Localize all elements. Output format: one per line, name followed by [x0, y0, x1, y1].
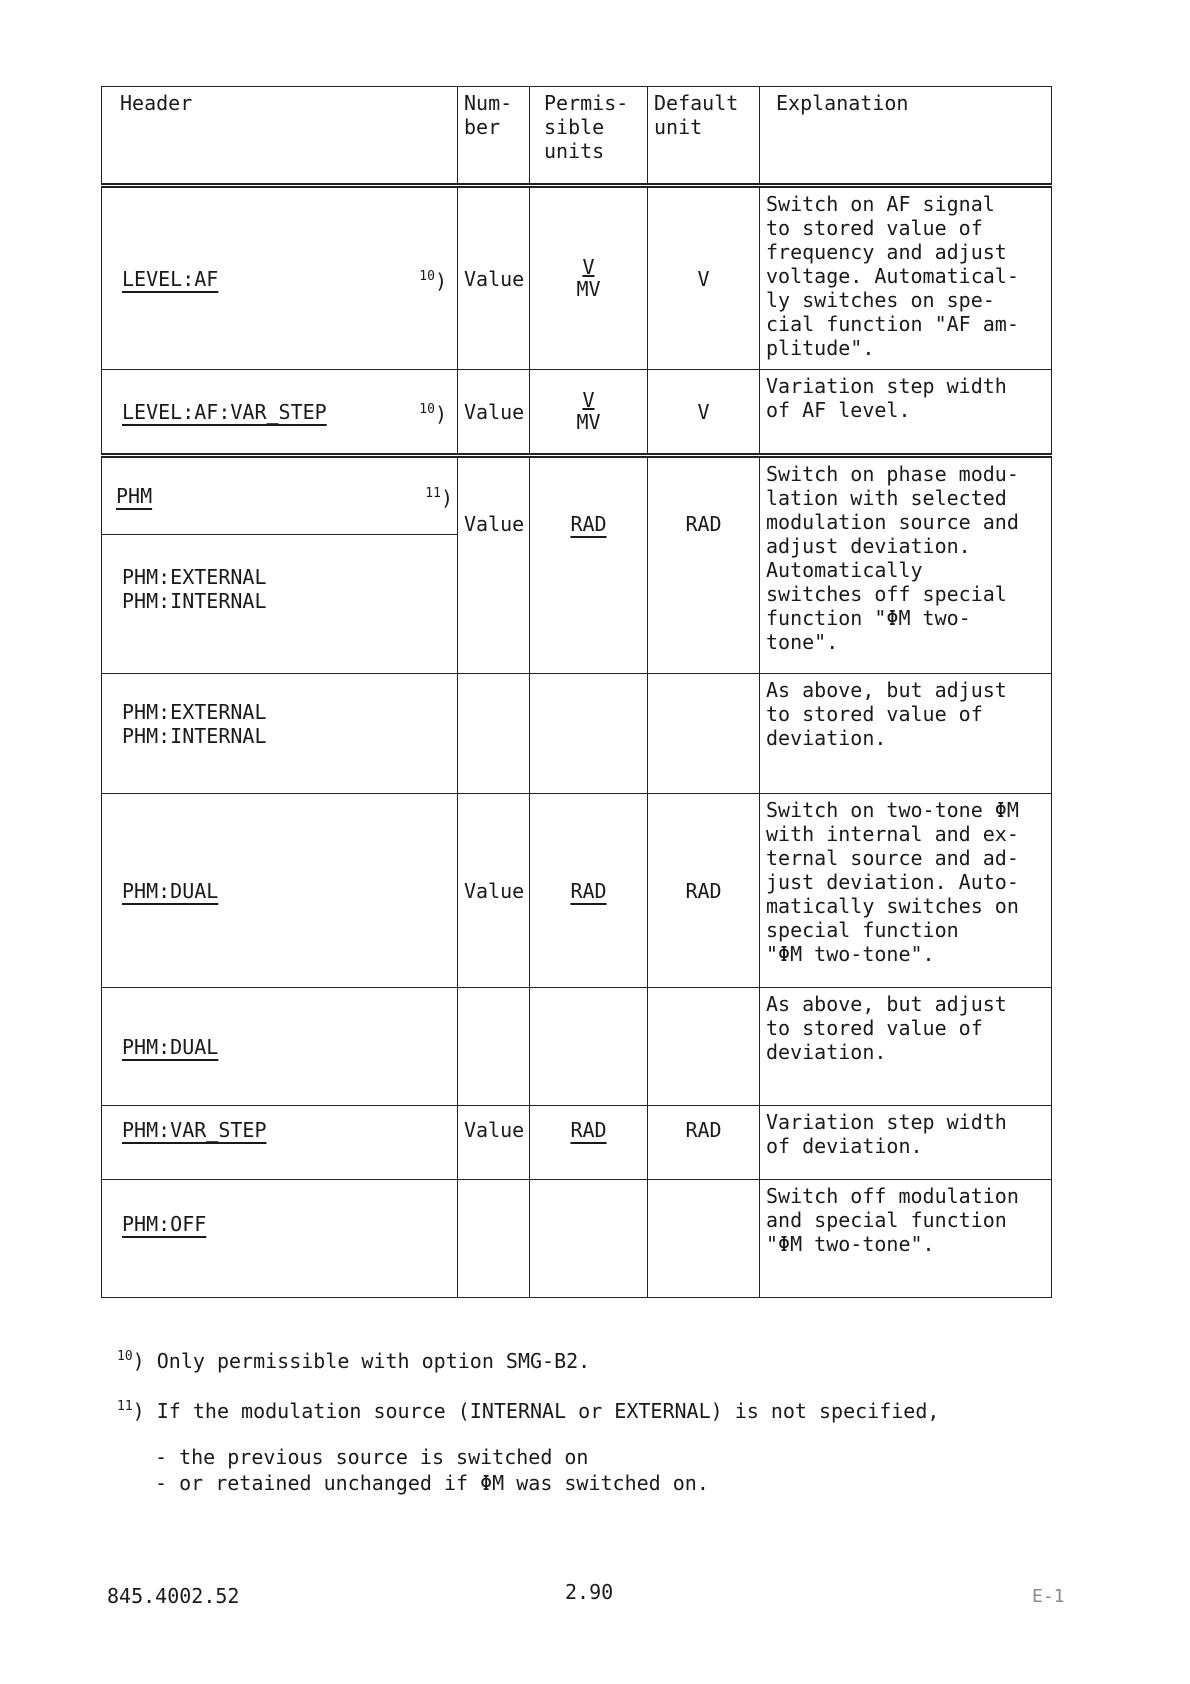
explanation-cell: Switch on two-tone ΦM with internal and ex- ternal source and ad- just deviation. Auto- matically switches on special function "ΦM two-tone". [760, 794, 1052, 988]
header-cell [102, 456, 458, 674]
default-cell [648, 1180, 760, 1298]
table-row [102, 794, 1052, 988]
number-cell [458, 988, 530, 1106]
number-cell: Value [458, 186, 530, 370]
explanation-cell: As above, but adjust to stored value of deviation. [760, 988, 1052, 1106]
units-cell [530, 674, 648, 794]
unit-fraction: $\frac{V}{MV}$ [576, 255, 601, 301]
footnote-11-list [155, 1444, 1077, 1496]
table-header-row [102, 87, 1052, 186]
command-header: PHM [116, 484, 153, 508]
explanation-cell: As above, but adjust to stored value of deviation. [760, 674, 1052, 794]
default-cell [648, 988, 760, 1106]
number-cell: Value [458, 456, 530, 674]
header-cell [102, 794, 458, 988]
footnote-11: $^{11}$) If the modulation source (INTERNAL or EXTERNAL) is not specified, [117, 1399, 940, 1423]
footnote-ref: $^{11}$) [425, 486, 453, 510]
explanation-cell: Variation step width of AF level. [760, 370, 1052, 456]
command-table [101, 86, 1052, 1298]
header-cell: PHM:EXTERNAL PHM:INTERNAL [102, 674, 458, 794]
units-cell [530, 186, 648, 370]
command-header: PHM:EXTERNAL PHM:INTERNAL [102, 534, 457, 673]
header-cell [102, 988, 458, 1106]
default-cell: V [648, 186, 760, 370]
col-header-header: Header [102, 87, 458, 186]
explanation-cell: Switch off modulation and special function "ΦM two-tone". [760, 1180, 1052, 1298]
col-header-number: Num- ber [458, 87, 530, 186]
footnote-ref: $^{10}$) [419, 401, 447, 426]
header-cell [102, 1180, 458, 1298]
number-cell [458, 1180, 530, 1298]
units-cell: RAD [530, 1106, 648, 1180]
default-cell: RAD [648, 794, 760, 988]
footnotes [117, 1344, 1077, 1496]
command-header: LEVEL:AF [122, 266, 219, 291]
table-row [102, 1180, 1052, 1298]
number-cell: Value [458, 370, 530, 456]
edition-mark: E-1 [1032, 1586, 1065, 1607]
units-cell: RAD [530, 456, 648, 674]
list-item: - the previous source is switched on [155, 1445, 589, 1469]
default-cell: RAD [648, 1106, 760, 1180]
doc-number: 845.4002.52 [107, 1584, 240, 1608]
command-header: PHM:DUAL [122, 878, 219, 903]
command-header: PHM:DUAL [122, 1034, 219, 1059]
footnote-10: $^{10}$) Only permissible with option SMG-B2. [117, 1349, 591, 1373]
header-cell [102, 1106, 458, 1180]
header-cell [102, 370, 458, 456]
explanation-cell: Variation step width of deviation. [760, 1106, 1052, 1180]
footnote-ref: $^{10}$) [419, 268, 447, 293]
units-cell: RAD [530, 794, 648, 988]
default-cell: V [648, 370, 760, 456]
units-cell [530, 1180, 648, 1298]
explanation-cell: Switch on AF signal to stored value of frequency and adjust voltage. Automatical- ly switches on spe- cial function "AF am- plitude". [760, 186, 1052, 370]
default-cell: RAD [648, 456, 760, 674]
explanation-cell: Switch on phase modu- lation with selected modulation source and adjust deviation. Automatically switches off special function "ΦM two- tone". [760, 456, 1052, 674]
units-cell [530, 370, 648, 456]
table-row [102, 456, 1052, 674]
number-cell [458, 674, 530, 794]
table-row [102, 988, 1052, 1106]
command-header: LEVEL:AF:VAR_STEP [122, 399, 327, 424]
list-item: - or retained unchanged if ΦM was switched on. [155, 1471, 709, 1495]
col-header-default: Default unit [648, 87, 760, 186]
command-header: PHM:VAR_STEP [122, 1118, 267, 1142]
table-row [102, 674, 1052, 794]
table-row [102, 186, 1052, 370]
table-row [102, 1106, 1052, 1180]
table-row [102, 370, 1052, 456]
header-cell [102, 186, 458, 370]
col-header-explanation: Explanation [760, 87, 1052, 186]
default-cell [648, 674, 760, 794]
number-cell: Value [458, 1106, 530, 1180]
command-header: PHM:OFF [122, 1212, 207, 1236]
number-cell: Value [458, 794, 530, 988]
unit-fraction: $\frac{V}{MV}$ [576, 388, 601, 434]
col-header-units: Permis- sible units [530, 87, 648, 186]
units-cell [530, 988, 648, 1106]
page-number: 2.90 [565, 1580, 614, 1604]
